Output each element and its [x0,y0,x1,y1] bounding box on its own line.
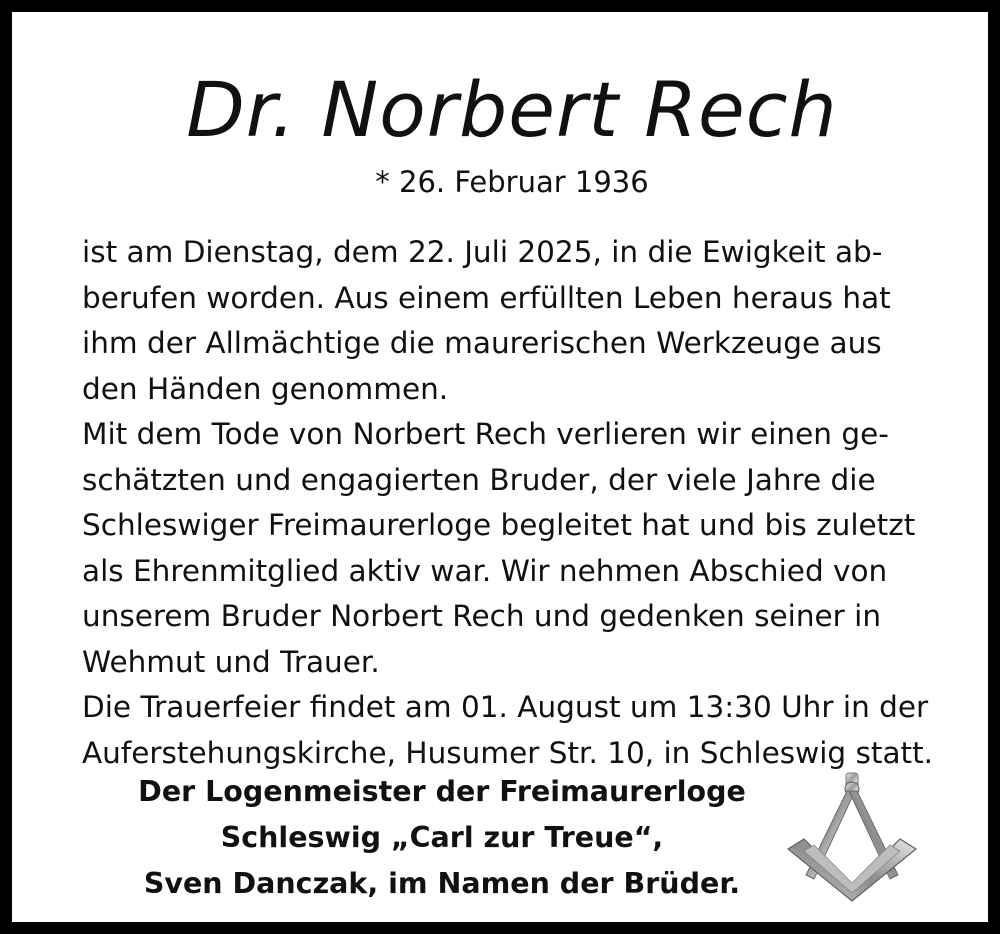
body-line: den Händen genommen. [82,371,449,406]
body-line: berufen worden. Aus einem erfüllten Leben heraus hat [82,280,891,315]
birth-date: * 26. Februar 1936 [375,165,649,199]
body-line: schätzten und engagierten Bruder, der viele Jahre die [82,462,876,497]
signature-line: Schleswig „Carl zur Treue“, [220,821,664,854]
notice-body [82,230,952,776]
body-line: ihm der Allmächtige die maurerischen Werkzeuge aus [82,326,882,360]
body-line: Mit dem Tode von Norbert Rech verlieren wir einen ge- [82,417,889,451]
square-and-compasses-icon [784,767,920,907]
body-line: Die Trauerfeier findet am 01. August um 13:30 Uhr in der [82,690,929,724]
signature-line: Sven Danczak, im Namen der Brüder. [143,867,741,900]
signature-block [112,769,772,907]
body-line: Schleswiger Freimaurerloge begleitet hat und bis zuletzt [82,508,916,542]
body-line: unserem Bruder Norbert Rech und gedenken seiner in [82,599,882,633]
signature-line: Der Logenmeister der Freimaurerloge [138,775,746,808]
deceased-name: Dr. Norbert Rech [186,65,838,154]
body-line: als Ehrenmitglied aktiv war. Wir nehmen Abschied von [82,553,888,588]
body-line: ist am Dienstag, dem 22. Juli 2025, in die Ewigkeit ab- [82,235,883,269]
body-line: Wehmut und Trauer. [82,644,380,679]
body-line: Auferstehungskirche, Husumer Str. 10, in Schleswig statt. [82,735,934,770]
